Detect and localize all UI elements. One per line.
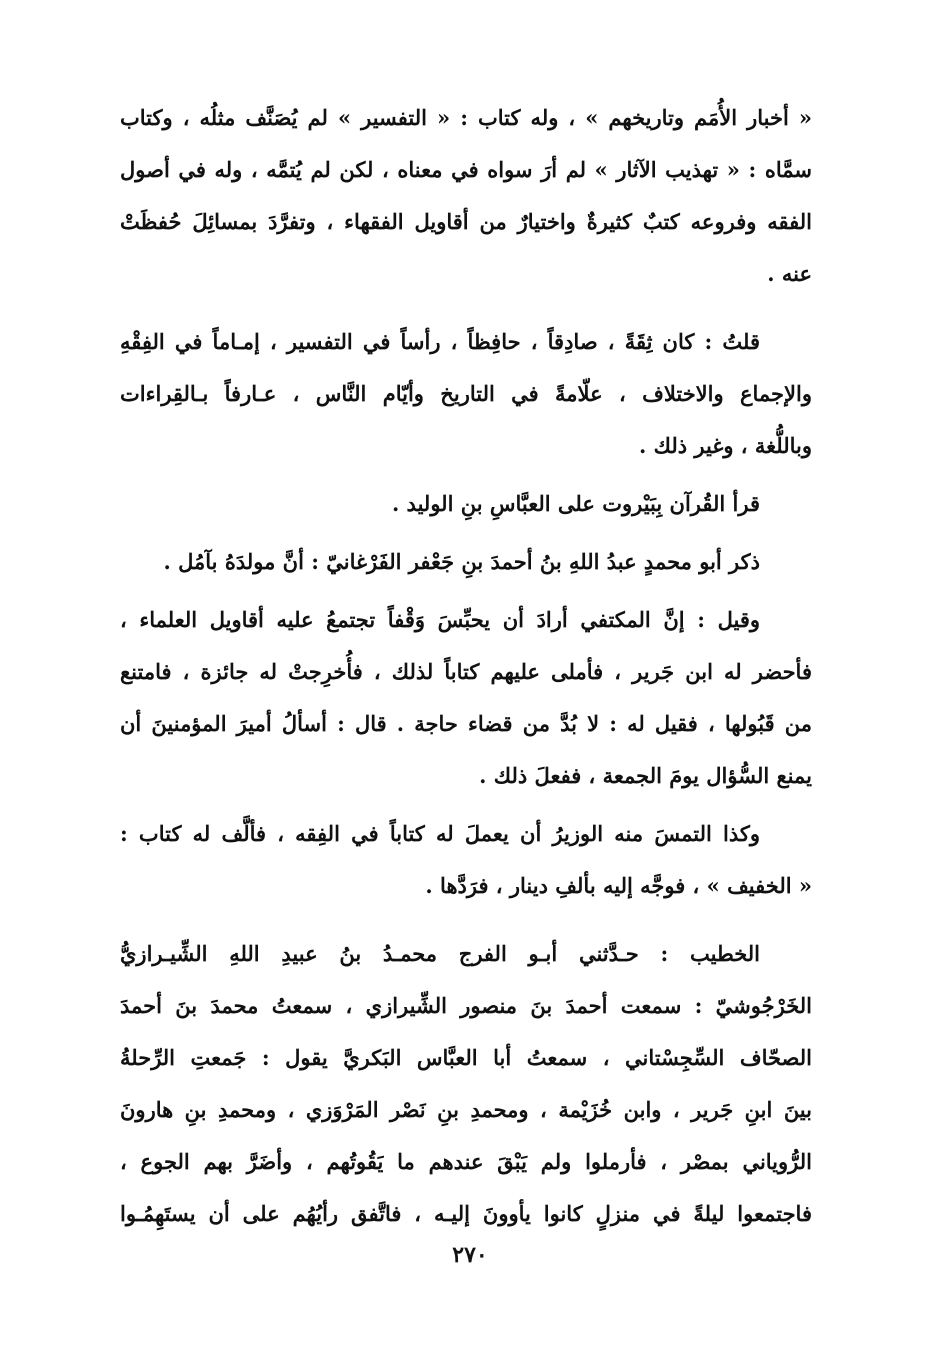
paragraph: [120, 478, 812, 530]
text-line: وباللُّغة ، وغير ذلك .: [639, 433, 812, 458]
text-line: فأحضر له ابن جَرير ، فأملى عليهم كتاباً لذلك ، فأُخرِجتْ له جائزة ، فامتنع: [120, 659, 812, 684]
text-line: الخَرْجُوشيّ : سمعت أحمدَ بنَ منصور الشِّيرازي ، سمعتُ محمدَ بنَ أحمدَ: [120, 993, 812, 1018]
text-line: « أخبار الأُمَم وتاريخهم » ، وله كتاب : « التفسير » لم يُصَنَّف مثلُه ، وكتاب: [120, 105, 812, 130]
page-number: ٢٧٠: [452, 1242, 488, 1268]
text-line: قلتُ : كان ثِقَةً ، صادِقاً ، حافِظاً ، رأساً في التفسير ، إمـاماً في الفِقْهِ: [120, 329, 760, 354]
text-line: من قَبُولها ، فقيل له : لا بُدَّ من قضاء حاجة . قال : أسألُ أميرَ المؤمنينَ أن: [120, 711, 812, 736]
text-line: وقيل : إنَّ المكتفي أرادَ أن يحبِّسَ وَقْفاً تجتمعُ عليه أقاويل العلماء ،: [120, 607, 760, 632]
paragraph: [120, 594, 812, 802]
paragraph: [120, 316, 812, 472]
text-line: والإجماع والاختلاف ، علّامةً في التاريخ وأيّام النَّاس ، عـارفاً بـالقِراءات: [120, 381, 812, 406]
text-line: قرأ القُرآن بِبَيْروت على العبَّاسِ بنِ الوليد .: [391, 491, 760, 516]
paragraph: [120, 808, 812, 912]
text-line: سمَّاه : « تهذيب الآثار » لم أرَ سواه في معناه ، لكن لم يُتمَّه ، وله في أصول: [120, 157, 812, 182]
paragraph: [120, 536, 812, 588]
text-line: الرُّوياني بمصْر ، فأرملوا ولم يَبْقَ عندهم ما يَقُوتُهم ، وأضَرَّ بهم الجوع ،: [120, 1149, 812, 1174]
text-line: فاجتمعوا ليلةً في منزلٍ كانوا يأوونَ إليـه ، فاتَّفق رأيُهُم على أن يستَهِمُـوا: [120, 1201, 812, 1226]
paragraph: [120, 92, 812, 300]
text-line: الصحّاف السِّجِسْتاني ، سمعتُ أبا العبَّاس البَكريَّ يقول : جَمعتِ الرِّحلةُ: [120, 1045, 812, 1070]
text-line: وكذا التمسَ منه الوزيرُ أن يعملَ له كتاباً في الفِقه ، فألَّف له كتاب :: [120, 821, 760, 846]
text-line: الخطيب : حـدَّثني أبـو الفرج محمـدُ بنُ عبيدِ اللهِ الشِّيـرازيُّ: [120, 941, 760, 966]
text-line: بينَ ابنِ جَرير ، وابن خُزَيْمة ، ومحمدِ بنِ نَصْر المَرْوَزي ، ومحمدِ بنِ هارونَ: [120, 1097, 812, 1122]
text-line: الفقه وفروعه كتبٌ كثيرةٌ واختيارٌ من أقاويل الفقهاء ، وتفرَّدَ بمسائِلَ حُفظَتْ: [120, 209, 812, 234]
text-line: يمنع السُّؤال يومَ الجمعة ، ففعلَ ذلك .: [479, 763, 812, 788]
text-line: عنه .: [767, 261, 812, 286]
body-text: [120, 92, 812, 1240]
paragraph: [120, 928, 812, 1240]
text-line: ذكر أبو محمدٍ عبدُ اللهِ بنُ أحمدَ بنِ جَعْفر الفَرْغانيّ : أنَّ مولدَهُ بآمُل .: [163, 549, 760, 574]
text-line: « الخفيف » ، فوجَّه إليه بألفِ دينار ، فرَدَّها .: [425, 873, 812, 898]
